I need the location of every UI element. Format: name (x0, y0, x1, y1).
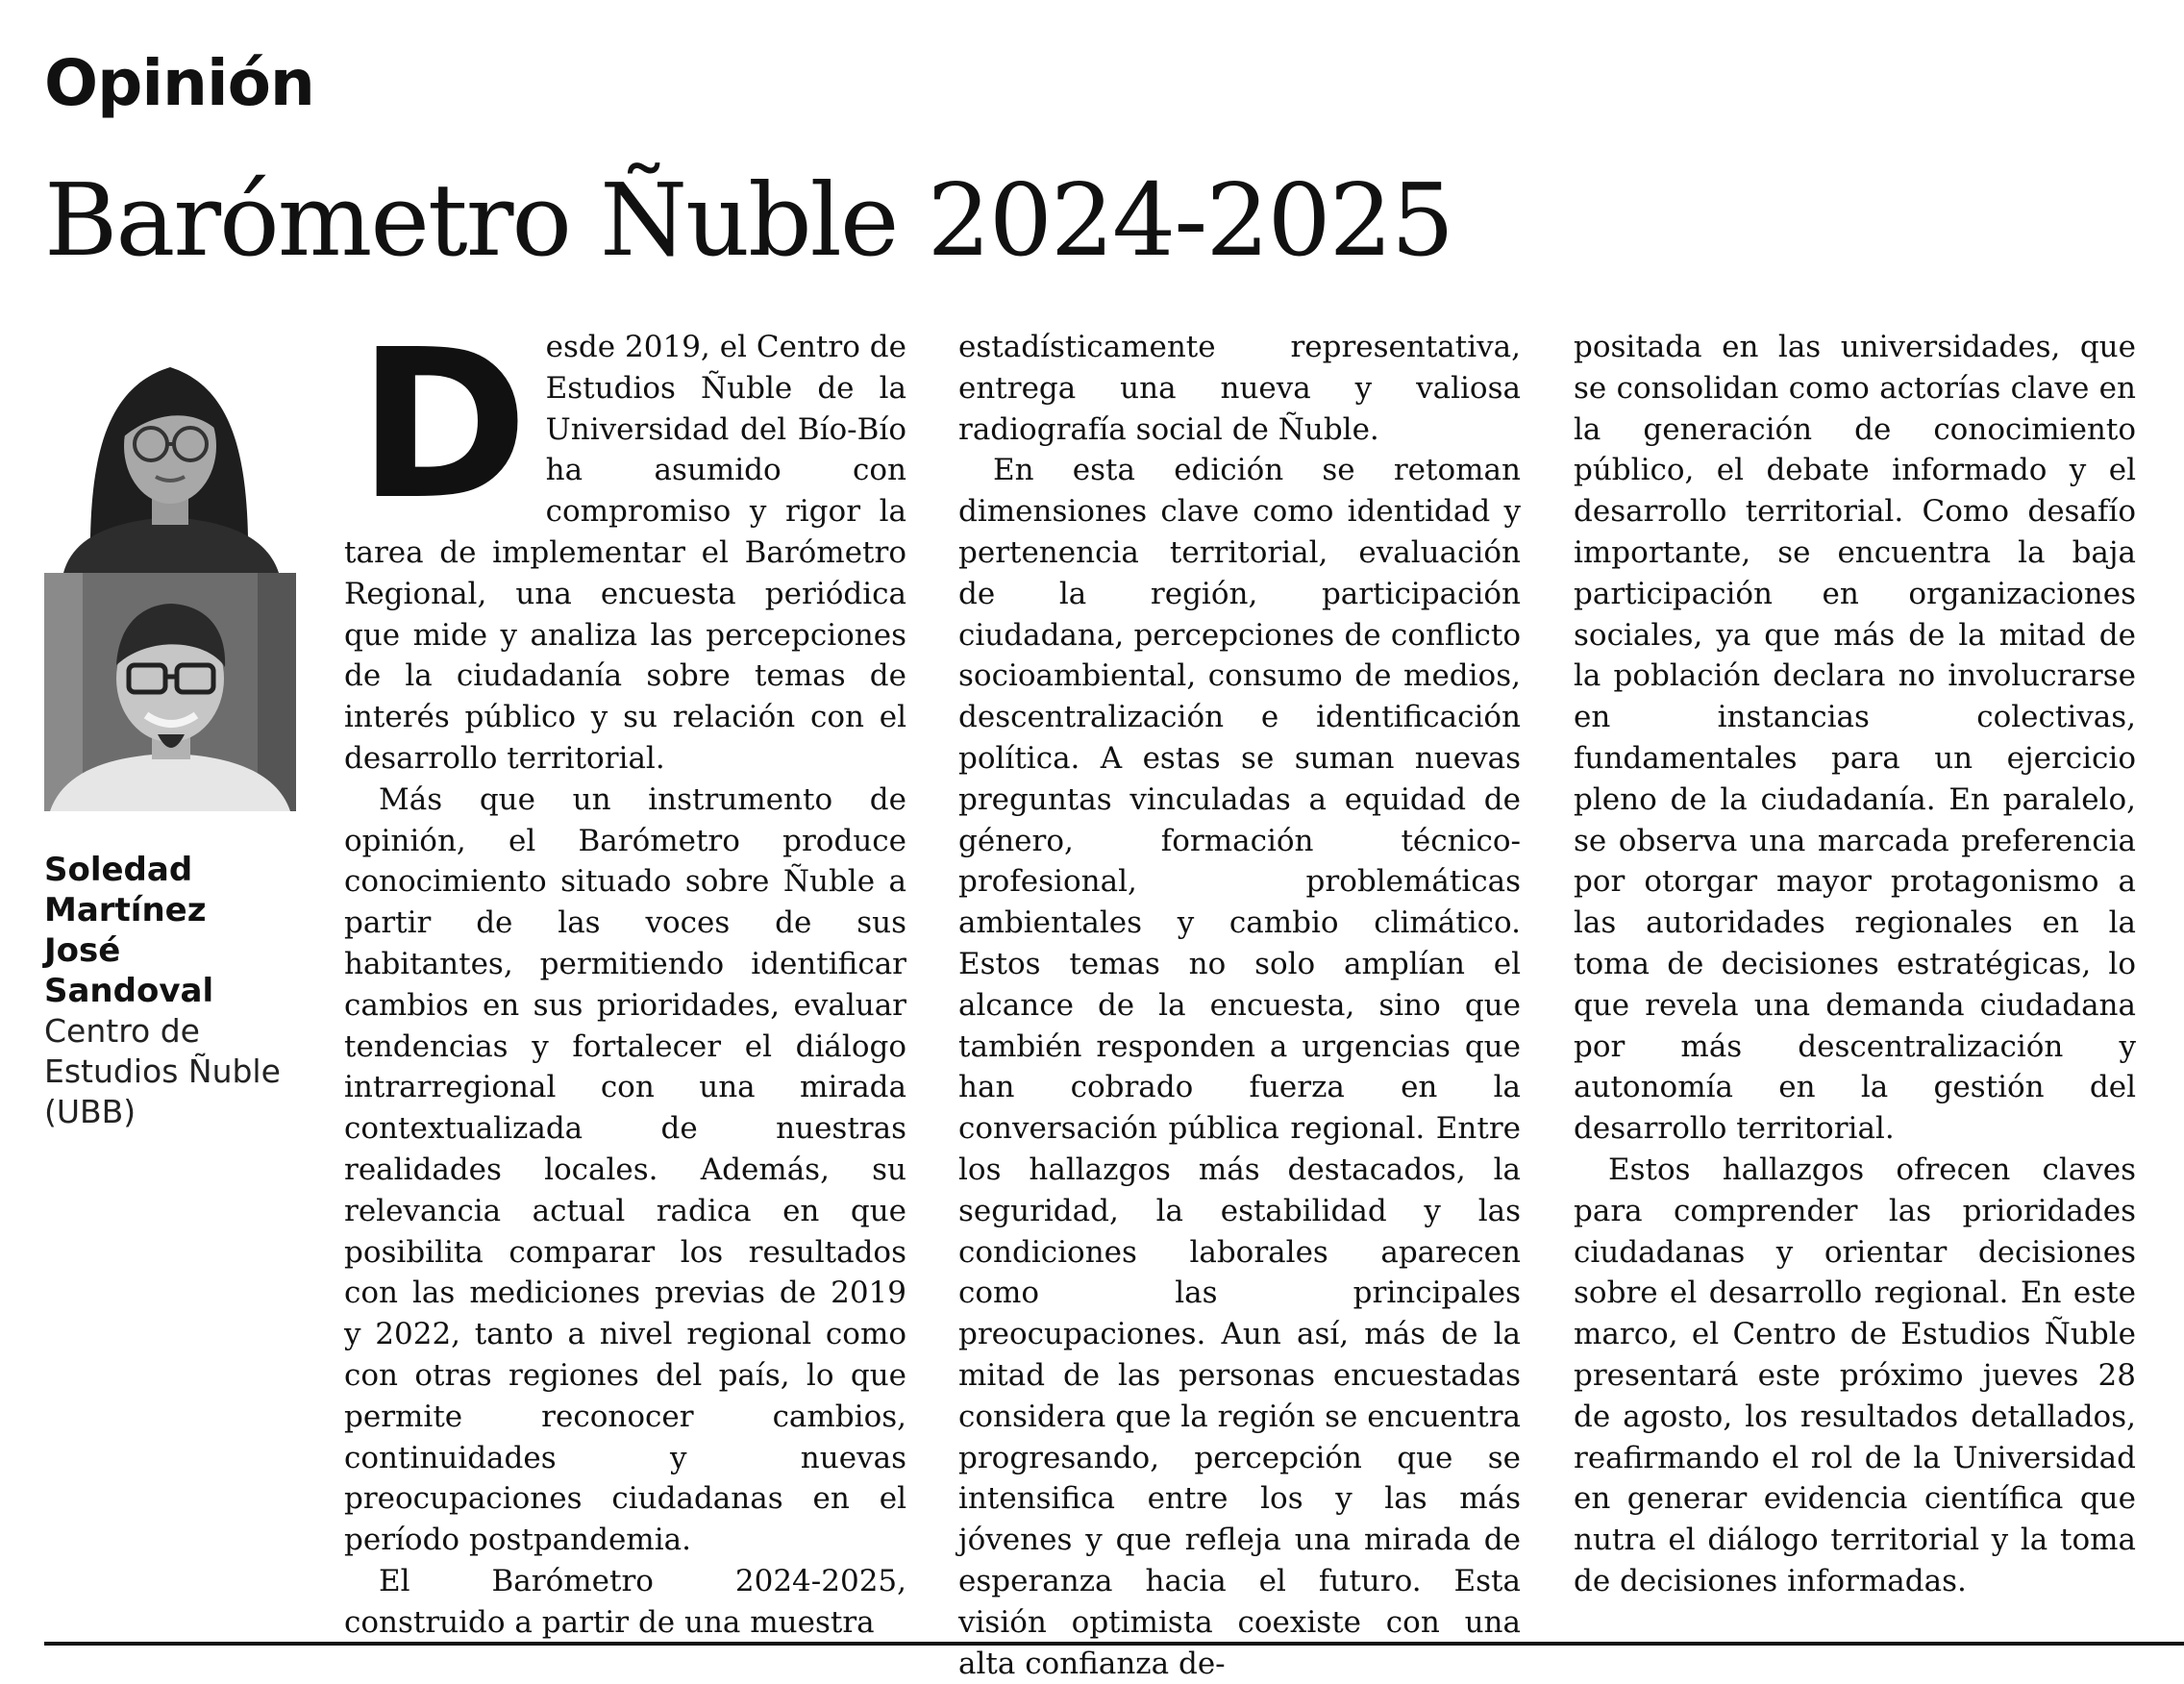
article-headline: Barómetro Ñuble 2024-2025 (44, 161, 1453, 279)
author-affiliation-line: Estudios Ñuble (44, 1052, 281, 1090)
article-column-1 (344, 306, 906, 1640)
author-column (44, 331, 296, 1132)
author-affiliation-line: Centro de (44, 1012, 200, 1050)
section-label: Opinión (44, 46, 314, 120)
drop-cap: D (358, 306, 529, 545)
article-paragraph-1: esde 2019, el Centro de Estudios Ñuble de la Universidad del Bío-Bío ha asumido con compromiso y rigor la tarea de implementar el Barómetro Regional, una encuesta periódica que mide y analiza las percepciones de la ciudadanía sobre temas de interés público y su relación con el desarrollo territorial. (344, 330, 906, 776)
author-photo-soledad-martinez (44, 331, 296, 573)
article-column-2 (958, 327, 1521, 1681)
author-name-line: Soledad (44, 851, 193, 889)
author-affiliation-line: (UBB) (44, 1093, 136, 1130)
author-name-line: Martínez (44, 891, 207, 929)
article-paragraph-4-end: positada en las universidades, que se consolidan como actorías clave en la generación de conocimiento público, el debate informado y el desarrollo territorial. Como desafío importante, se encuentra la baja participación en organizaciones sociales, ya que más de la mitad de la población declara no involucrarse en instancias colectivas, fundamentales para un ejercicio pleno de la ciudadanía. En paralelo, se observa una marcada preferencia por otorgar mayor protagonismo a las autoridades regionales en la toma de decisiones estratégicas, lo que revela una demanda ciudadana por más descentralización y autonomía en la gestión del desarrollo territorial. (1574, 330, 2136, 1147)
article-paragraph-3-end: estadísticamente representativa, entrega una nueva y valiosa radiografía social de Ñuble. (958, 330, 1521, 447)
article-paragraph-4: En esta edición se retoman dimensiones clave como identidad y pertenencia territorial, evaluación de la región, participación ciudadana, percepciones de conflicto socioambiental, consumo de medios, descentralización e identificación política. A estas se suman nuevas preguntas vinculadas a equidad de género, formación técnico-profesional, problemáticas ambientales y cambio climático. Estos temas no solo amplían el alcance de la encuesta, sino que también responden a urgencias que han cobrado fuerza en la conversación pública regional. Entre los hallazgos más destacados, la seguridad, la estabilidad y las condiciones laborales aparecen como las principales preocupaciones. Aun así, más de la mitad de las personas encuestadas considera que la región se encuentra progresando, percepción que se intensifica entre los y las más jóvenes y que refleja una mirada de esperanza hacia el futuro. Esta visión optimista coexiste con una alta confianza de- (958, 453, 1521, 1681)
article-paragraph-2: Más que un instrumento de opinión, el Barómetro produce conocimiento situado sobre Ñuble a partir de las voces de sus habitantes, permitiendo identificar cambios en sus prioridades, evaluar tendencias y fortalecer el diálogo intrarregional con una mirada contextualizada de nuestras realidades locales. Además, su relevancia actual radica en que posibilita comparar los resultados con las mediciones previas de 2019 y 2022, tanto a nivel regional como con otras regiones del país, lo que permite reconocer cambios, continuidades y nuevas preocupaciones ciudadanas en el período postpandemia. (344, 781, 906, 1558)
article-paragraph-3-start: El Barómetro 2024-2025, construido a partir de una muestra (344, 1563, 906, 1640)
bottom-rule (44, 1642, 2184, 1646)
article-paragraph-5: Estos hallazgos ofrecen claves para comprender las prioridades ciudadanas y orientar decisiones sobre el desarrollo regional. En este marco, el Centro de Estudios Ñuble presentará este próximo jueves 28 de agosto, los resultados detallados, reafirmando el rol de la Universidad en generar evidencia científica que nutra el diálogo territorial y la toma de decisiones informadas. (1574, 1152, 2136, 1598)
author-name-line: José (44, 931, 121, 970)
author-photo-jose-sandoval (44, 573, 296, 811)
author-name-line: Sandoval (44, 972, 214, 1010)
byline (44, 850, 296, 1132)
article-column-3 (1574, 327, 2136, 1615)
